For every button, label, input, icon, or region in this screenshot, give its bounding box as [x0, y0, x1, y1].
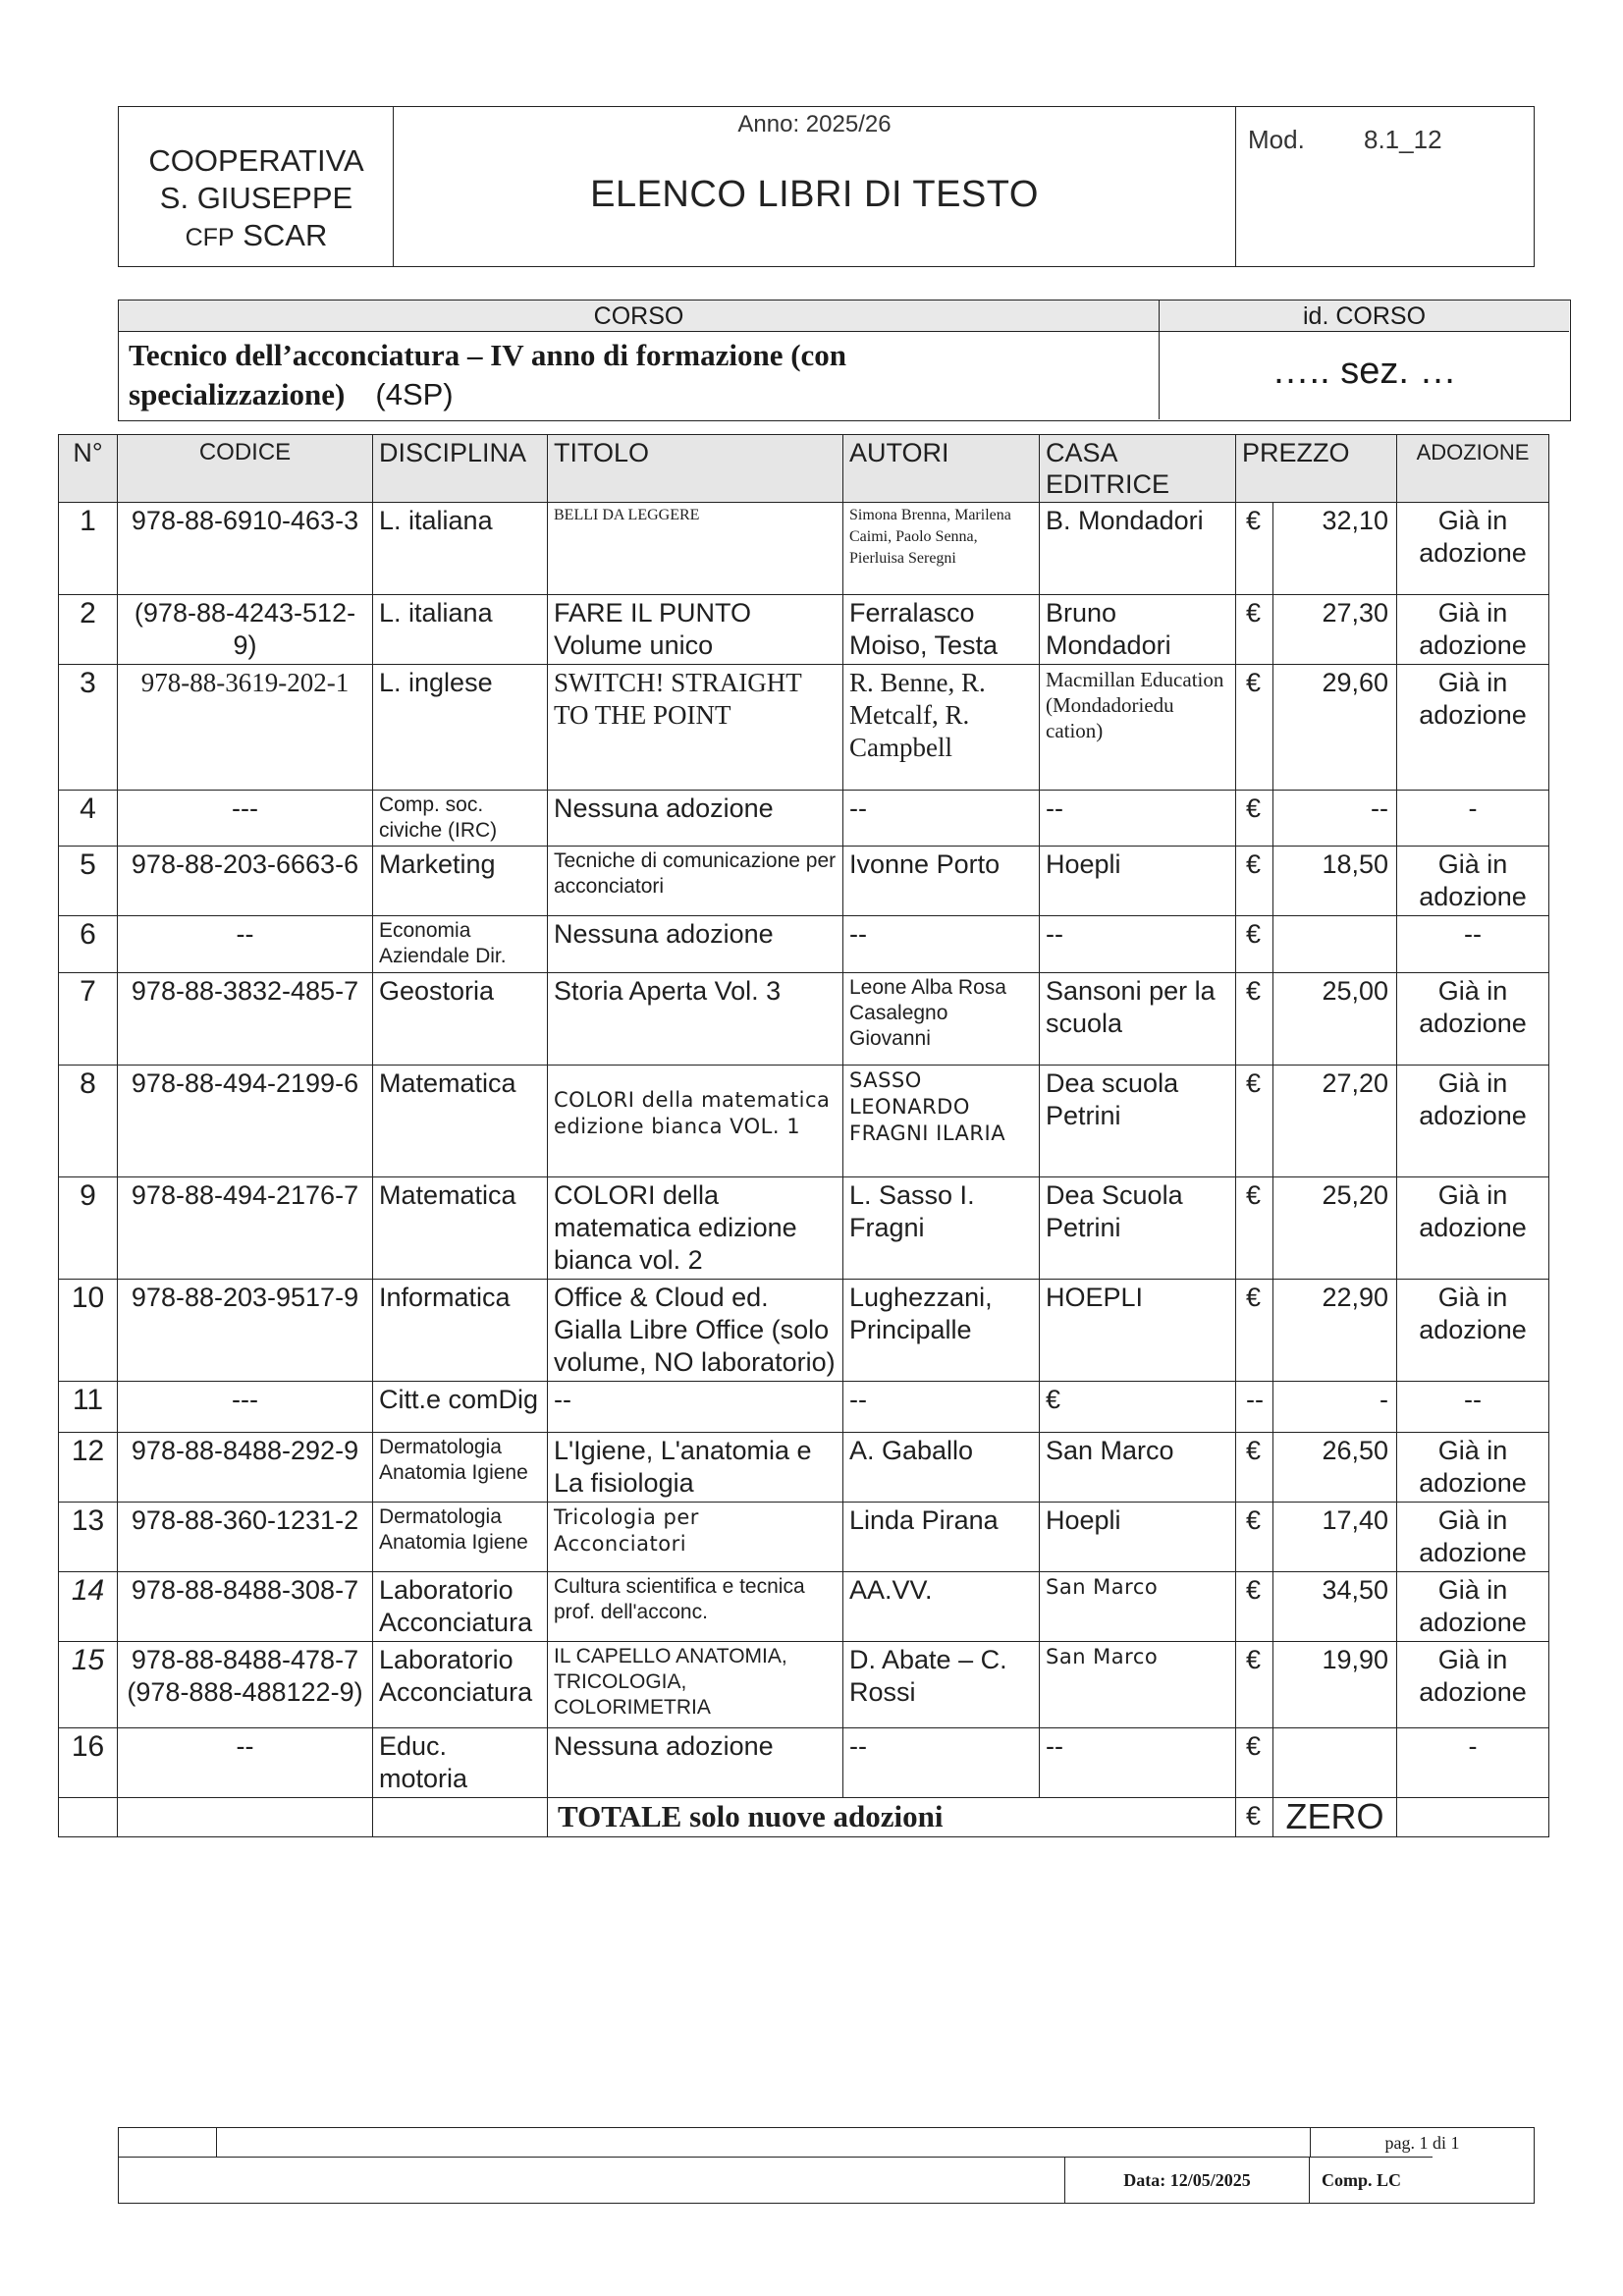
isbn-code: ---	[118, 791, 373, 847]
publisher: --	[1040, 791, 1236, 847]
book-title: SWITCH! STRAIGHT TO THE POINT	[548, 665, 843, 791]
table-row	[59, 1382, 1549, 1433]
course-box	[118, 300, 1571, 421]
subject: Dermatologia Anatomia Igiene	[373, 1433, 548, 1503]
org-line-2: S. GIUSEPPE	[159, 181, 353, 215]
book-title: BELLI DA LEGGERE	[548, 503, 843, 595]
adoption-status: Già in adozione	[1397, 847, 1549, 916]
adoption-status: Già in adozione	[1397, 1503, 1549, 1572]
adoption-status: Già in adozione	[1397, 1572, 1549, 1642]
currency-symbol: €	[1236, 1728, 1273, 1798]
table-row	[59, 1433, 1549, 1503]
currency-symbol: €	[1236, 1572, 1273, 1642]
adoption-status: Già in adozione	[1397, 503, 1549, 595]
currency-symbol: €	[1236, 503, 1273, 595]
row-number: 9	[59, 1177, 118, 1280]
isbn-code: --	[118, 916, 373, 973]
authors: Lughezzani, Principalle	[843, 1280, 1040, 1382]
currency-symbol: €	[1236, 1280, 1273, 1382]
page-title: ELENCO LIBRI DI TESTO	[590, 174, 1039, 215]
currency-symbol: €	[1236, 1177, 1273, 1280]
row-number: 14	[59, 1572, 118, 1642]
book-title: IL CAPELLO ANATOMIA, TRICOLOGIA, COLORIMETRIA	[548, 1642, 843, 1728]
authors: R. Benne, R. Metcalf, R. Campbell	[843, 665, 1040, 791]
module-cell	[1236, 107, 1533, 266]
currency-symbol: €	[1236, 916, 1273, 973]
table-row	[59, 1728, 1549, 1798]
price: 22,90	[1273, 1280, 1397, 1382]
table-row	[59, 1572, 1549, 1642]
publisher: San Marco	[1040, 1642, 1236, 1728]
publisher: San Marco	[1040, 1433, 1236, 1503]
subject: Marketing	[373, 847, 548, 916]
row-number: 12	[59, 1433, 118, 1503]
book-title: Tricologia per Acconciatori	[548, 1503, 843, 1572]
course-label: CORSO	[119, 301, 1160, 332]
authors: --	[843, 916, 1040, 973]
table-row	[59, 973, 1549, 1066]
adoption-status: Già in adozione	[1397, 1177, 1549, 1280]
subject: L. italiana	[373, 503, 548, 595]
publisher: --	[1040, 916, 1236, 973]
publisher: Hoepli	[1040, 1503, 1236, 1572]
currency-symbol: €	[1236, 1433, 1273, 1503]
publisher: San Marco	[1040, 1572, 1236, 1642]
total-value: ZERO	[1273, 1798, 1397, 1837]
row-number: 4	[59, 791, 118, 847]
publisher: B. Mondadori	[1040, 503, 1236, 595]
table-row	[59, 1642, 1549, 1728]
subject: Educ. motoria	[373, 1728, 548, 1798]
authors: L. Sasso I. Fragni	[843, 1177, 1040, 1280]
header-adozione: ADOZIONE	[1397, 435, 1549, 503]
isbn-code: (978-88-4243-512-9)	[118, 595, 373, 665]
currency-symbol: €	[1236, 1066, 1273, 1177]
row-number: 7	[59, 973, 118, 1066]
row-number: 5	[59, 847, 118, 916]
table-row	[59, 1503, 1549, 1572]
page-number: pag. 1 di 1	[1310, 2128, 1534, 2158]
book-title: FARE IL PUNTO Volume unico	[548, 595, 843, 665]
authors: --	[843, 1728, 1040, 1798]
price: 25,20	[1273, 1177, 1397, 1280]
isbn-code: 978-88-494-2199-6	[118, 1066, 373, 1177]
subject: Laboratorio Acconciatura	[373, 1572, 548, 1642]
book-title: Office & Cloud ed. Gialla Libre Office (solo volume, NO laboratorio)	[548, 1280, 843, 1382]
book-title: Storia Aperta Vol. 3	[548, 973, 843, 1066]
course-id-value: ….. sez. …	[1271, 351, 1457, 392]
table-row	[59, 791, 1549, 847]
subject: Laboratorio Acconciatura	[373, 1642, 548, 1728]
table-row	[59, 503, 1549, 595]
header-titolo: TITOLO	[548, 435, 843, 503]
publisher: Macmillan Education (Mondadoriedu cation)	[1040, 665, 1236, 791]
isbn-code: 978-88-360-1231-2	[118, 1503, 373, 1572]
book-title: Cultura scientifica e tecnica prof. dell'acconc.	[548, 1572, 843, 1642]
authors: Leone Alba Rosa Casalegno Giovanni	[843, 973, 1040, 1066]
header-disciplina: DISCIPLINA	[373, 435, 548, 503]
course-code: (4SP)	[375, 377, 454, 411]
row-number: 3	[59, 665, 118, 791]
subject: Geostoria	[373, 973, 548, 1066]
book-title: COLORI della matematica edizione bianca VOL. 1	[548, 1066, 843, 1177]
title-cell	[394, 107, 1236, 266]
currency-symbol: €	[1236, 665, 1273, 791]
authors: D. Abate – C. Rossi	[843, 1642, 1040, 1728]
price: 26,50	[1273, 1433, 1397, 1503]
isbn-code: 978-88-203-6663-6	[118, 847, 373, 916]
subject: Citt.e comDig	[373, 1382, 548, 1433]
isbn-code: 978-88-494-2176-7	[118, 1177, 373, 1280]
row-number: 6	[59, 916, 118, 973]
price: 34,50	[1273, 1572, 1397, 1642]
price	[1273, 916, 1397, 973]
adoption-status: Già in adozione	[1397, 1280, 1549, 1382]
currency-symbol: --	[1236, 1382, 1273, 1433]
isbn-code: 978-88-6910-463-3	[118, 503, 373, 595]
authors: Linda Pirana	[843, 1503, 1040, 1572]
adoption-status: Già in adozione	[1397, 1066, 1549, 1177]
adoption-status: --	[1397, 1382, 1549, 1433]
textbook-table	[58, 434, 1549, 1837]
book-title: Tecniche di comunicazione per acconciatori	[548, 847, 843, 916]
publisher: Hoepli	[1040, 847, 1236, 916]
row-number: 15	[59, 1642, 118, 1728]
subject: L. italiana	[373, 595, 548, 665]
book-title: Nessuna adozione	[548, 1728, 843, 1798]
authors: --	[843, 1382, 1040, 1433]
book-title: Nessuna adozione	[548, 791, 843, 847]
school-year: Anno: 2025/26	[737, 111, 892, 137]
currency-symbol: €	[1236, 595, 1273, 665]
book-title: --	[548, 1382, 843, 1433]
row-number: 10	[59, 1280, 118, 1382]
header-codice: CODICE	[118, 435, 373, 503]
table-row	[59, 916, 1549, 973]
isbn-code: 978-88-8488-292-9	[118, 1433, 373, 1503]
course-name-cell	[119, 332, 1160, 419]
book-title: L'Igiene, L'anatomia e La fisiologia	[548, 1433, 843, 1503]
row-number: 11	[59, 1382, 118, 1433]
adoption-status: -	[1397, 791, 1549, 847]
price: 25,00	[1273, 973, 1397, 1066]
organization-name	[119, 142, 394, 256]
total-label: TOTALE solo nuove adozioni	[548, 1798, 1236, 1837]
adoption-status: --	[1397, 916, 1549, 973]
total-euro: €	[1236, 1798, 1273, 1837]
document-footer	[118, 2127, 1535, 2204]
adoption-status: -	[1397, 1728, 1549, 1798]
price	[1273, 1728, 1397, 1798]
table-row	[59, 595, 1549, 665]
header-casa-editrice: CASA EDITRICE	[1040, 435, 1236, 503]
publisher: HOEPLI	[1040, 1280, 1236, 1382]
publisher: --	[1040, 1728, 1236, 1798]
authors: AA.VV.	[843, 1572, 1040, 1642]
table-row	[59, 847, 1549, 916]
org-line-3-small: CFP	[185, 224, 235, 251]
currency-symbol: €	[1236, 973, 1273, 1066]
header-autori: AUTORI	[843, 435, 1040, 503]
subject: Economia Aziendale Dir.	[373, 916, 548, 973]
subject: Matematica	[373, 1177, 548, 1280]
publisher: Bruno Mondadori	[1040, 595, 1236, 665]
isbn-code: 978-88-8488-478-7 (978-888-488122-9)	[118, 1642, 373, 1728]
authors: SASSO LEONARDO FRAGNI ILARIA	[843, 1066, 1040, 1177]
module-value: 8.1_12	[1364, 125, 1442, 154]
book-title: COLORI della matematica edizione bianca vol. 2	[548, 1177, 843, 1280]
table-row	[59, 1280, 1549, 1382]
row-number: 13	[59, 1503, 118, 1572]
compiler: Comp. LC	[1322, 2170, 1402, 2190]
adoption-status: Già in adozione	[1397, 1642, 1549, 1728]
publisher: Dea Scuola Petrini	[1040, 1177, 1236, 1280]
currency-symbol: €	[1236, 1503, 1273, 1572]
document-header	[118, 106, 1535, 267]
row-number: 1	[59, 503, 118, 595]
isbn-code: 978-88-203-9517-9	[118, 1280, 373, 1382]
isbn-code: 978-88-8488-308-7	[118, 1572, 373, 1642]
price: 27,30	[1273, 595, 1397, 665]
adoption-status: Già in adozione	[1397, 1433, 1549, 1503]
price: 19,90	[1273, 1642, 1397, 1728]
subject: Matematica	[373, 1066, 548, 1177]
subject: L. inglese	[373, 665, 548, 791]
publisher: €	[1040, 1382, 1236, 1433]
adoption-status: Già in adozione	[1397, 973, 1549, 1066]
adoption-status: Già in adozione	[1397, 665, 1549, 791]
price: --	[1273, 791, 1397, 847]
authors: Simona Brenna, Marilena Caimi, Paolo Senna, Pierluisa Seregni	[843, 503, 1040, 595]
isbn-code: 978-88-3832-485-7	[118, 973, 373, 1066]
total-row	[59, 1798, 1549, 1837]
table-row	[59, 1177, 1549, 1280]
authors: --	[843, 791, 1040, 847]
table-row	[59, 1066, 1549, 1177]
price: 17,40	[1273, 1503, 1397, 1572]
course-id-label: id. CORSO	[1160, 301, 1569, 332]
price: 18,50	[1273, 847, 1397, 916]
authors: A. Gaballo	[843, 1433, 1040, 1503]
subject: Dermatologia Anatomia Igiene	[373, 1503, 548, 1572]
course-name: Tecnico dell’acconciatura – IV anno di formazione (con specializzazione)	[129, 338, 847, 411]
price: 29,60	[1273, 665, 1397, 791]
authors: Ivonne Porto	[843, 847, 1040, 916]
currency-symbol: €	[1236, 1642, 1273, 1728]
row-number: 16	[59, 1728, 118, 1798]
isbn-code: ---	[118, 1382, 373, 1433]
authors: Ferralasco Moiso, Testa	[843, 595, 1040, 665]
adoption-status: Già in adozione	[1397, 595, 1549, 665]
price: -	[1273, 1382, 1397, 1433]
currency-symbol: €	[1236, 847, 1273, 916]
row-number: 2	[59, 595, 118, 665]
document-date: Data: 12/05/2025	[1064, 2158, 1310, 2203]
isbn-code: 978-88-3619-202-1	[118, 665, 373, 791]
organization-cell	[119, 107, 394, 266]
org-line-1: COOPERATIVA	[148, 143, 364, 178]
header-n: N°	[59, 435, 118, 503]
publisher: Sansoni per la scuola	[1040, 973, 1236, 1066]
org-line-3: SCAR	[243, 218, 328, 252]
price: 27,20	[1273, 1066, 1397, 1177]
module-label: Mod.	[1248, 125, 1305, 154]
row-number: 8	[59, 1066, 118, 1177]
isbn-code: --	[118, 1728, 373, 1798]
publisher: Dea scuola Petrini	[1040, 1066, 1236, 1177]
table-header-row	[59, 435, 1549, 503]
subject: Informatica	[373, 1280, 548, 1382]
subject: Comp. soc. civiche (IRC)	[373, 791, 548, 847]
book-title: Nessuna adozione	[548, 916, 843, 973]
price: 32,10	[1273, 503, 1397, 595]
header-prezzo: PREZZO	[1236, 435, 1397, 503]
table-row	[59, 665, 1549, 791]
currency-symbol: €	[1236, 791, 1273, 847]
